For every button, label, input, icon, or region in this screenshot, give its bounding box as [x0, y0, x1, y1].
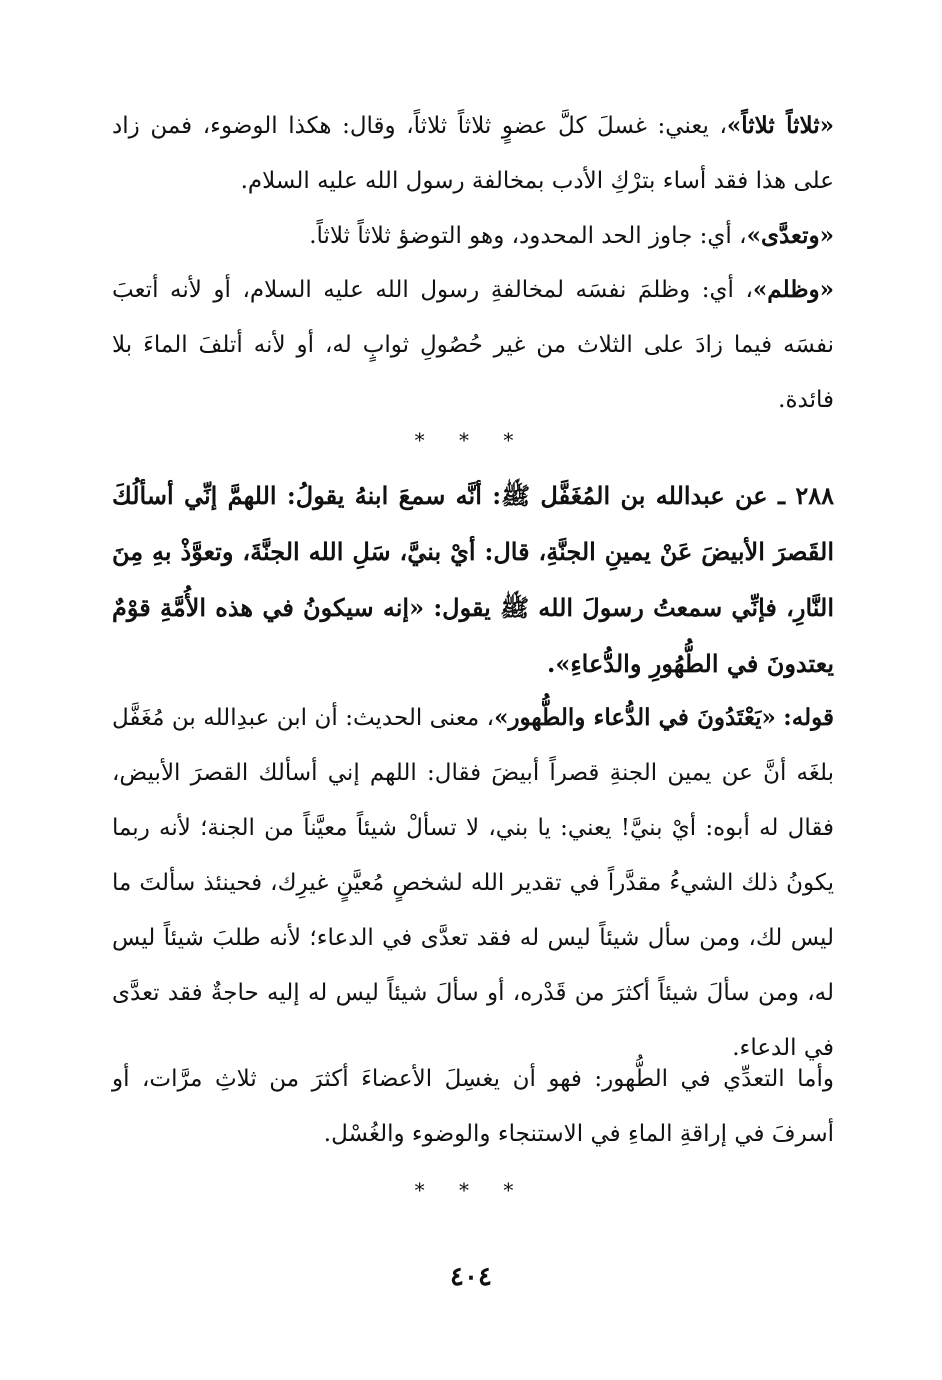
paragraph-text: ، أي: جاوز الحد المحدود، وهو التوضؤ ثلاثاً ثلاثاً.: [309, 223, 747, 249]
paragraph-text: ، أي: وظلمَ نفسَه لمخالفةِ رسول الله عليه السلام، أو لأنه أتعبَ نفسَه فيما زادَ على الثلاث من غير حُصُولِ ثوابٍ له، أو لأنه أتلفَ الماءَ بلا فائدة.: [112, 277, 834, 413]
paragraph-text: ، يعني: غسلَ كلَّ عضوٍ ثلاثاً ثلاثاً، وقال: هكذا الوضوء، فمن زاد على هذا فقد أساء بترْكِ الأدب بمخالفة رسول الله عليه السلام.: [112, 113, 834, 194]
commentary-paragraph-5: [112, 1052, 834, 1162]
quoted-term: «يَعْتَدُونَ في الدُّعاء والطُّهور»: [494, 704, 776, 731]
quoted-term: «وتعدَّى»: [746, 222, 834, 249]
paragraph-text: وأما التعدِّي في الطُّهور: فهو أن يغسِلَ الأعضاءَ أكثرَ من ثلاثِ مرَّات، أو أسرفَ في إراقةِ الماءِ في الاستنجاء والوضوء والغُسْل.: [112, 1066, 834, 1147]
commentary-paragraph-3: [112, 262, 834, 428]
hadith-text: ٢٨٨ ـ عن عبدالله بن المُغَفَّل ﷺ: أنَّه سمعَ ابنهُ يقولُ: اللهمَّ إنِّي أسألُكَ القَصرَ الأبيضَ عَنْ يمينِ الجنَّةِ، قال: أيْ بنيَّ، سَلِ الله الجنَّةَ، وتعوَّذْ بهِ مِنَ النَّارِ، فإنِّي سمعتُ رسولَ الله ﷺ يقول: «إنه سيكونُ في هذه الأُمَّةِ قوْمٌ يعتدونَ في الطُّهُورِ والدُّعاءِ».: [112, 481, 834, 678]
page-number: ٤٠٤: [450, 1262, 492, 1292]
section-separator: * * *: [414, 428, 528, 452]
hadith-paragraph: [112, 468, 834, 692]
commentary-paragraph-1: [112, 98, 834, 209]
quoted-term: «ثلاثاً ثلاثاً»: [726, 112, 834, 139]
quoted-term: «وظلم»: [752, 276, 834, 303]
paragraph-text: ، معنى الحديث: أن ابن عبدِالله بن مُغَفَّل بلغَه أنَّ عن يمين الجنةِ قصراً أبيضَ فقال: اللهم إني أسألك القصرَ الأبيض، فقال له أبوه: أيْ بنيَّ! يعني: يا بني، لا تسألْ شيئاً معيَّناً من الجنة؛ لأنه ربما يكونُ ذلك الشيءُ مقدَّراً في تقدير الله لشخصٍ مُعيَّنٍ غيرِك، فحينئذ سألتَ ما ليس لك، ومن سأل شيئاً ليس له فقد تعدَّى في الدعاء؛ لأنه طلبَ شيئاً ليس له، ومن سألَ شيئاً أكثرَ من قَدْره، أو سألَ شيئاً ليس له إليه حاجةٌ فقد تعدَّى في الدعاء.: [112, 705, 834, 1061]
commentary-paragraph-2: [112, 208, 834, 264]
commentary-paragraph-4: [112, 690, 834, 1076]
section-separator: * * *: [414, 1178, 528, 1202]
lead-word: قوله:: [783, 704, 835, 731]
